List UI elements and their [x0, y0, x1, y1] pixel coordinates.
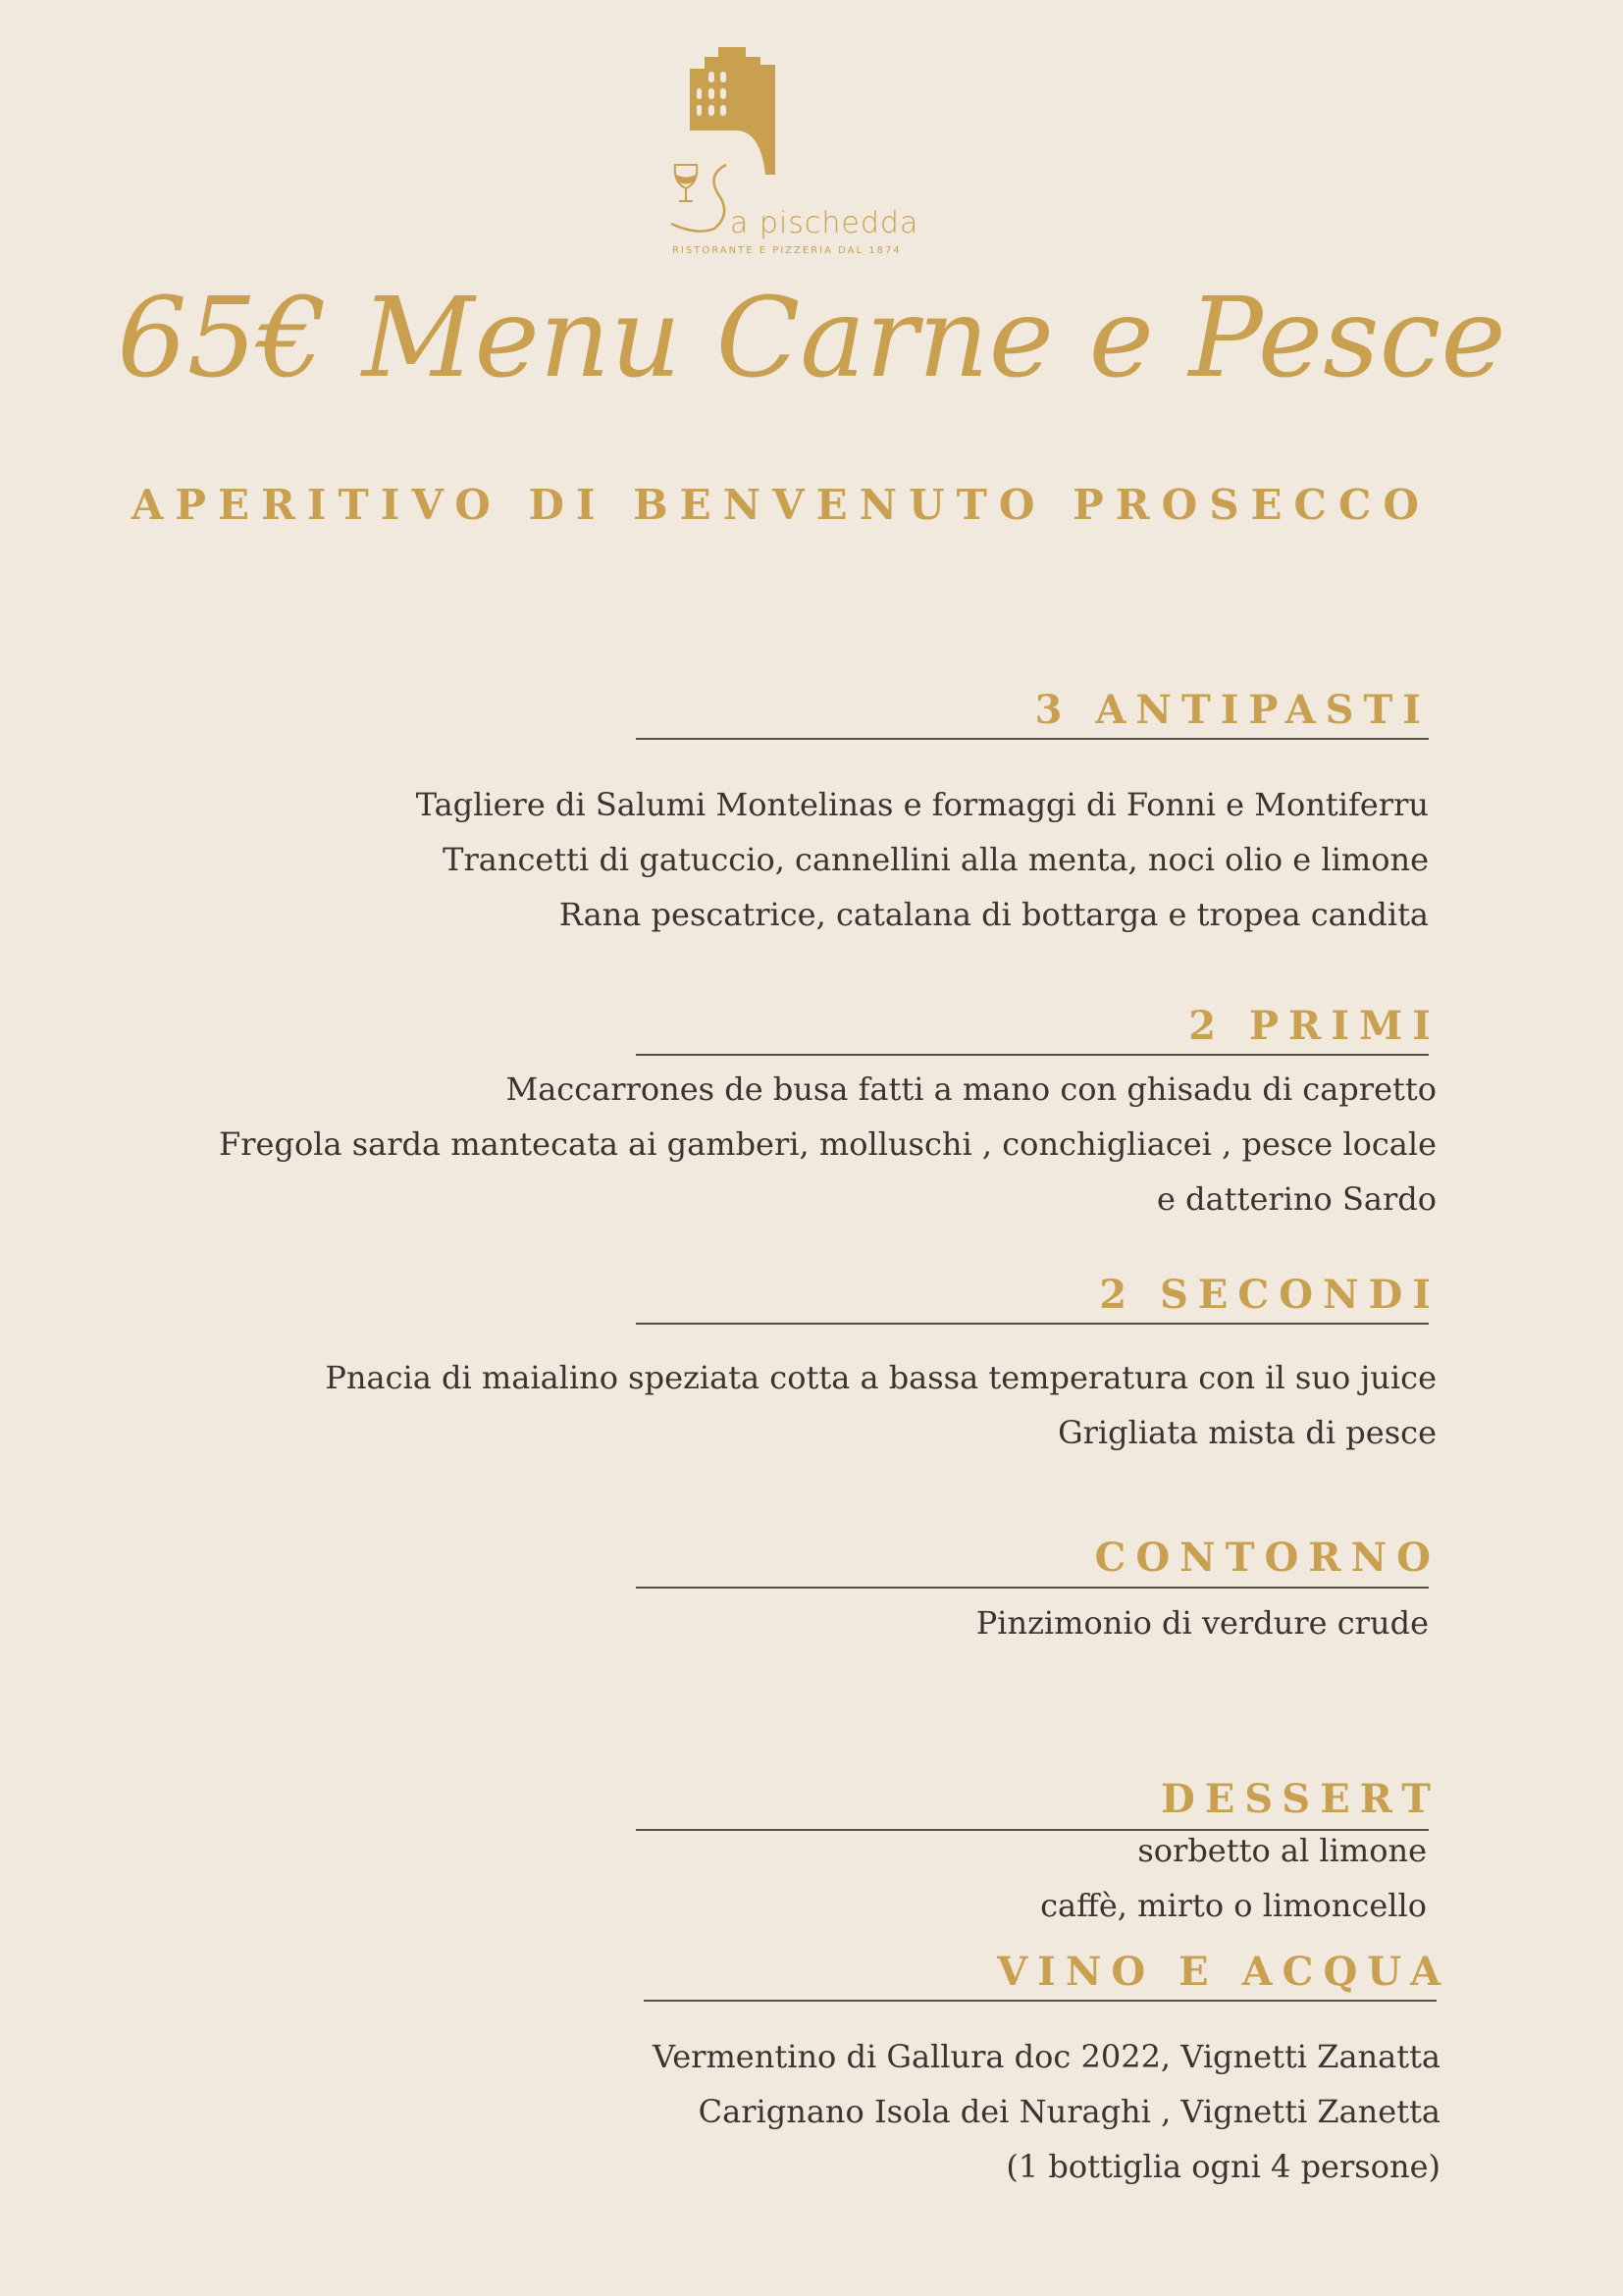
- secondi-divider: [636, 1323, 1429, 1325]
- menu-item: Pnacia di maialino speziata cotta a bassa temperatura con il suo juice: [325, 1359, 1437, 1396]
- menu-item: Grigliata mista di pesce: [1058, 1414, 1437, 1451]
- vino-divider: [644, 2000, 1437, 2002]
- menu-item: Pinzimonio di verdure crude: [975, 1604, 1429, 1642]
- dessert-heading: DESSERT: [1161, 1776, 1440, 1822]
- menu-item: Carignano Isola dei Nuraghi , Vignetti Zanetta: [698, 2093, 1440, 2130]
- menu-item: Trancetti di gatuccio, cannellini alla menta, noci olio e limone: [443, 841, 1429, 878]
- vino-heading: VINO E ACQUA: [997, 1949, 1450, 1995]
- logo-tagline: RISTORANTE E PIZZERIA DAL 1874: [672, 245, 902, 256]
- menu-item: Vermentino di Gallura doc 2022, Vignetti Zanatta: [653, 2038, 1440, 2075]
- menu-item: (1 bottiglia ogni 4 persone): [1006, 2148, 1440, 2185]
- antipasti-heading: 3 ANTIPASTI: [1034, 687, 1431, 733]
- menu-item: e datterino Sardo: [1157, 1180, 1437, 1218]
- menu-item: Fregola sarda mantecata ai gamberi, molluschi , conchigliacei , pesce locale: [219, 1125, 1437, 1163]
- restaurant-logo: [667, 27, 962, 263]
- dessert-list: [1040, 1823, 1427, 1933]
- primi-divider: [636, 1054, 1429, 1056]
- contorno-divider: [636, 1587, 1429, 1589]
- secondi-heading: 2 SECONDI: [1099, 1272, 1440, 1318]
- menu-item: sorbetto al limone: [1137, 1832, 1427, 1869]
- contorno-heading: CONTORNO: [1094, 1535, 1440, 1581]
- primi-heading: 2 PRIMI: [1188, 1003, 1440, 1049]
- contorno-list: [976, 1595, 1429, 1650]
- menu-item: Maccarrones de busa fatti a mano con ghisadu di capretto: [505, 1070, 1437, 1108]
- antipasti-list: [416, 777, 1429, 942]
- menu-item: caffè, mirto o limoncello: [1040, 1887, 1427, 1924]
- menu-item: Tagliere di Salumi Montelinas e formaggi di Fonni e Montiferru: [415, 786, 1429, 823]
- primi-list: [219, 1062, 1437, 1226]
- aperitivo-heading: APERITIVO DI BENVENUTO PROSECCO: [131, 481, 1431, 529]
- vino-list: [653, 2029, 1440, 2194]
- logo-name: a pischedda: [730, 206, 919, 240]
- menu-item: Rana pescatrice, catalana di bottarga e tropea candita: [558, 896, 1429, 933]
- menu-title: 65€ Menu Carne e Pesce: [117, 275, 1506, 402]
- secondi-list: [325, 1350, 1437, 1460]
- antipasti-divider: [636, 738, 1429, 740]
